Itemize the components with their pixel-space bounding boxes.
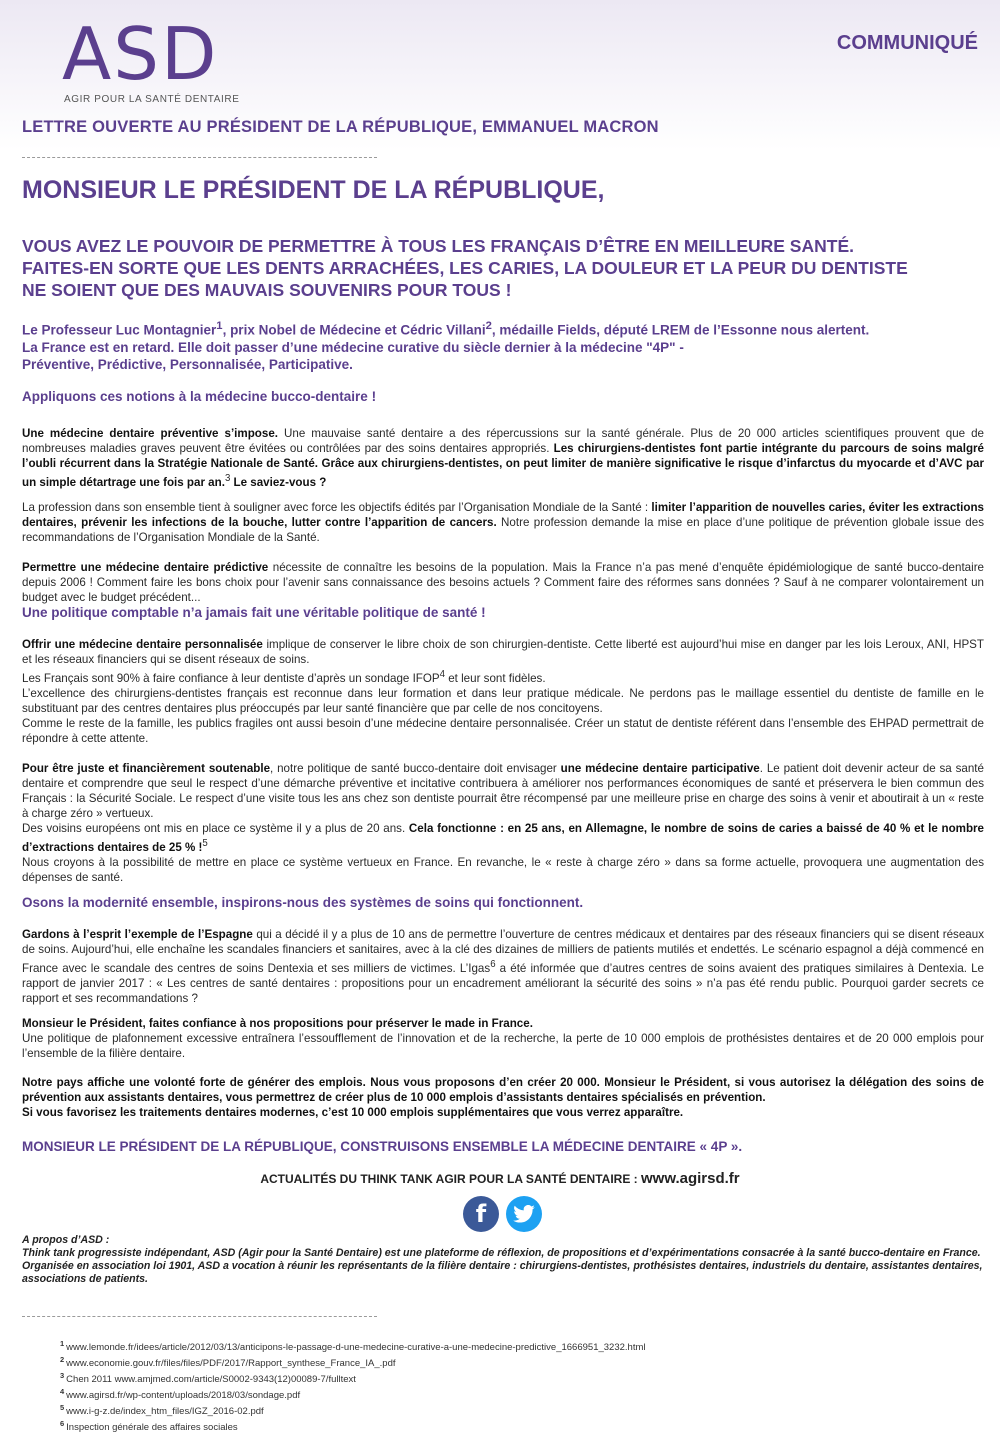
about-title: A propos d’ASD :: [22, 1234, 110, 1246]
salutation: MONSIEUR LE PRÉSIDENT DE LA RÉPUBLIQUE,: [22, 176, 605, 204]
intro: [22, 318, 982, 373]
letter-title: LETTRE OUVERTE AU PRÉSIDENT DE LA RÉPUBLIQUE, EMMANUEL MACRON: [22, 118, 659, 136]
website-link[interactable]: www.agirsd.fr: [641, 1170, 740, 1187]
paragraph-preventive: Une médecine dentaire préventive s’impose. Une mauvaise santé dentaire a des répercussions sur la santé générale. Plus de 20 000 articles scientifiques prouvent que de nombreuses maladies graves peuvent être évitées ou contrôlées par des soins dentaires appropriés. Les chirurgiens-dentistes font partie intégrante du parcours de soins malgré l’oubli récurrent dans la Stratégie Nationale de Santé. Grâce aux chirurgiens-dentistes, on peut limiter de manière significative le risque d’infarctus du myocarde et d’AVC par un simple détartrage une fois par an.$^3$ Le saviez-vous ?: [22, 427, 984, 489]
think-tank-line: ACTUALITÉS DU THINK TANK AGIR POUR LA SANTÉ DENTAIRE : www.agirsd.fr: [260, 1170, 740, 1187]
footnote: $^4$ www.agirsd.fr/wp-content/uploads/2018/03/sondage.pdf: [60, 1386, 301, 1402]
footnotes: [60, 1338, 645, 1434]
closing-statement: MONSIEUR LE PRÉSIDENT DE LA RÉPUBLIQUE, CONSTRUISONS ENSEMBLE LA MÉDECINE DENTAIRE « 4P ».: [22, 1139, 743, 1154]
footnote: $^2$ www.economie.gouv.fr/files/files/PDF/2017/Rapport_synthese_France_IA_.pdf: [60, 1354, 396, 1370]
headline-line-1: VOUS AVEZ LE POUVOIR DE PERMETTRE À TOUS LES FRANÇAIS D’ÊTRE EN MEILLEURE SANTÉ.: [22, 236, 854, 256]
footnote: $^1$ www.lemonde.fr/idees/article/2012/03/13/anticipons-le-passage-d-une-medecine-curative-a-une-medecine-predictive_1666951_3232.html: [60, 1339, 646, 1354]
intro-line-2: La France est en retard. Elle doit passer d’une médecine curative du siècle dernier à la médecine "4P" -: [22, 339, 684, 355]
paragraph-predictive: Permettre une médecine dentaire prédictive nécessite de connaître les besoins de la population. Mais la France n’a pas mené d’enquête épidémiologique de santé bucco-dentaire depuis 2006 ! Comment faire les bons choix pour l’avenir sans connaissance des besoins actuels ? Comment faire des réformes sans données ? Sauf à ne comparer volontairement un budget avec le budget précédent...: [22, 561, 984, 604]
logo-tagline: AGIR POUR LA SANTÉ DENTAIRE: [64, 94, 240, 105]
divider-top: [22, 157, 377, 158]
about-asd: A propos d’ASD : Think tank progressiste indépendant, ASD (Agir pour la Santé Dentaire) est une plateforme de réflexion, de propositions et d’expérimentations consacrée à la santé bucco-dentaire en France. Organisée en association loi 1901, ASD a vocation à réunir les représentants de la filière dentaire : chirurgiens-dentistes, prothésistes dentaires, industriels du dentaire, assistantes dentaires, associations de patients.: [22, 1234, 983, 1285]
twitter-icon[interactable]: [506, 1196, 542, 1232]
paragraph-personalised: Offrir une médecine dentaire personnalisée implique de conserver le libre choix de son chirurgien-dentiste. Cette liberté est aujourd’hui mise en danger par les lois Leroux, ANI, HPST et les réseaux financiers qui se disent réseaux de soins. Les Français sont 90% à faire confiance à leur dentiste d’après un sondage IFOP$^4$ et leur sont fidèles. L’excellence des chirurgiens-dentistes français est reconnue dans leur formation et dans leur pratique médicale. Ne perdons pas le maillage essentiel du dentiste de famille en le substituant par des centres dentaires plus préoccupés par leur santé financière que par celle de nos concitoyens. Comme le reste de la famille, les publics fragiles ont aussi besoin d’une médecine dentaire personnalisée. Créer un statut de dentiste référent dans l’ensemble des EHPAD permettrait de répondre à cette attente.: [22, 638, 984, 745]
divider-footnotes: [22, 1316, 377, 1317]
paragraph-made-in-france: Monsieur le Président, faites confiance à nos propositions pour préserver le made in France. Une politique de plafonnement excessive entraînera l’essoufflement de l’innovation et de la recherche, la perte de 10 000 emplois de prothésistes dentaires et de 20 000 emplois pour l’ensemble de la filière dentaire.: [22, 1017, 984, 1060]
paragraph-participative: Pour être juste et financièrement soutenable, notre politique de santé bucco-dentaire doit envisager une médecine dentaire participative. Le patient doit devenir acteur de sa santé dentaire et comprendre que seul le respect d’une démarche préventive et incitative contribuera à améliorer nos performances économiques de santé et préservera le bien commun des Français : la Sécurité Sociale. Le respect d’une visite tous les ans chez son dentiste pourrait être récompensé par une meilleure prise en charge des soins à venir et aboutirait à un « reste à charge zéro » vertueux. Des voisins européens ont mis en place ce système il y a plus de 20 ans. Cela fonctionne : en 25 ans, en Allemagne, le nombre de soins de caries a baissé de 40 % et le nombre d’extractions dentaires de 25 % !$^5$ Nous croyons à la possibilité de mettre en place ce système vertueux en France. En revanche, le « reste à charge zéro » dans sa forme actuelle, provoquera une augmentation des dépenses de santé.: [22, 762, 984, 884]
logo-wordmark: ASD: [62, 12, 219, 96]
subhead-comptable: Une politique comptable n’a jamais fait une véritable politique de santé !: [22, 605, 486, 620]
headline-line-2: FAITES-EN SORTE QUE LES DENTS ARRACHÉES, LES CARIES, LA DOULEUR ET LA PEUR DU DENTISTE: [22, 258, 908, 278]
intro-line-3: Préventive, Prédictive, Personnalisée, Participative.: [22, 356, 353, 372]
subhead-apply: Appliquons ces notions à la médecine bucco-dentaire !: [22, 389, 377, 404]
headline: [22, 235, 982, 301]
communique-label: COMMUNIQUÉ: [836, 32, 978, 54]
subhead-modernity: Osons la modernité ensemble, inspirons-nous des systèmes de soins qui fonctionnent.: [22, 895, 584, 910]
asd-logo: [62, 12, 252, 105]
paragraph-emplois: Notre pays affiche une volonté forte de générer des emplois. Nous vous proposons d’en créer 20 000. Monsieur le Président, si vous autorisez la délégation des soins de prévention aux assistants dentaires, vous permettrez de créer plus de 10 000 emplois d’assistants dentaires spécialisés en prévention. Si vous favorisez les traitements dentaires modernes, c’est 10 000 emplois supplémentaires que vous verrez apparaître.: [22, 1076, 984, 1119]
footnote: $^3$ Chen 2011 www.amjmed.com/article/S0002-9343(12)00089-7/fulltext: [60, 1370, 356, 1386]
footnote: $^5$ www.i-g-z.de/index_htm_files/IGZ_2016-02.pdf: [60, 1402, 264, 1417]
headline-line-3: NE SOIENT QUE DES MAUVAIS SOUVENIRS POUR TOUS !: [22, 280, 512, 300]
twitter-bird-icon: [513, 1205, 535, 1223]
facebook-icon[interactable]: f: [463, 1196, 499, 1232]
intro-line-1: Le Professeur Luc Montagnier$^1$, prix Nobel de Médecine et Cédric Villani$^2$, médaille Fields, député LREM de l’Essonne nous alertent.: [22, 320, 870, 338]
paragraph-espagne: Gardons à l’esprit l’exemple de l’Espagne qui a décidé il y a plus de 10 ans de permettre l’ouverture de centres médicaux et dentaires par des réseaux financiers qui se disent réseaux de soins. Aujourd’hui, elle enchaîne les scandales financiers et sanitaires, avec à la clé des dizaines de milliers de patients mutilés et endettés. Le scénario espagnol a déjà commencé en France avec le scandale des centres de soins Dentexia et ses milliers de victimes. L’Igas$^6$ a été informée que d’autres centres de soins avaient des pratiques similaires à Dentexia. Le rapport de janvier 2017 : « Les centres de santé dentaires : propositions pour un encadrement améliorant la sécurité des soins » n’a pas été rendu public. Pourquoi garder secrets ce rapport et ses recommandations ?: [22, 928, 985, 1005]
footnote: $^6$ Inspection générale des affaires sociales: [60, 1418, 238, 1433]
paragraph-oms: La profession dans son ensemble tient à souligner avec force les objectifs édités par l’Organisation Mondiale de la Santé : limiter l’apparition de nouvelles caries, éviter les extractions dentaires, prévenir les infections de la bouche, lutter contre l’apparition de cancers. Notre profession demande la mise en place d’une politique de prévention globale issue des recommandations de l’Organisation Mondiale de la Santé.: [22, 501, 984, 544]
